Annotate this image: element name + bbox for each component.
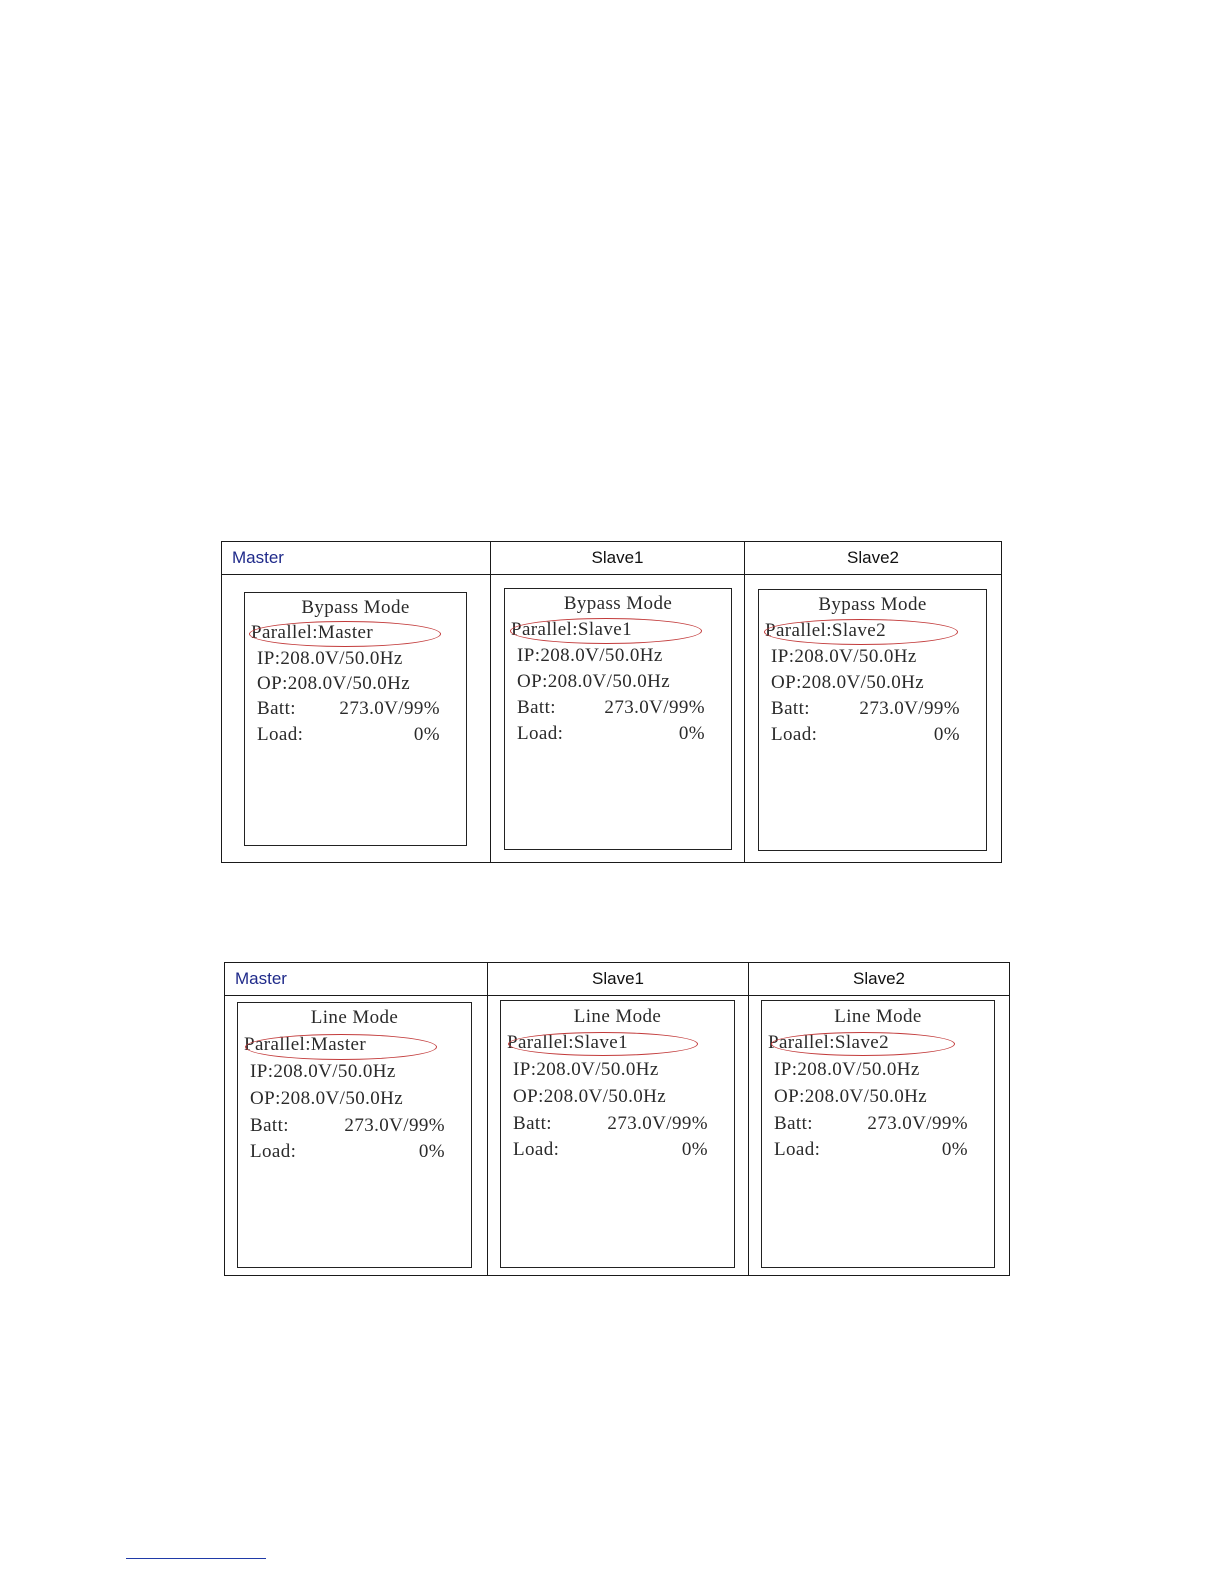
ip-line: IP:208.0V/50.0Hz — [771, 646, 917, 667]
mode-title: Line Mode — [310, 1007, 399, 1028]
parallel-line: Parallel:Slave2 — [765, 620, 887, 641]
parallel-line: Parallel:Slave2 — [768, 1032, 890, 1053]
mode-title: Bypass Mode — [301, 597, 410, 618]
header-slave1: Slave1 — [491, 542, 745, 575]
parallel-line: Parallel:Slave1 — [507, 1032, 629, 1053]
batt-line — [517, 695, 705, 721]
load-label: Load: — [257, 724, 304, 745]
batt-line — [513, 1111, 708, 1137]
parallel-line: Parallel:Master — [251, 622, 374, 643]
cell-slave1 — [488, 996, 749, 1276]
mode-title: Line Mode — [834, 1006, 922, 1027]
ip-line: IP:208.0V/50.0Hz — [250, 1061, 396, 1082]
mode-title: Bypass Mode — [563, 593, 673, 614]
load-line — [257, 722, 440, 748]
table-row — [225, 996, 1010, 1276]
batt-label: Batt: — [257, 698, 296, 719]
header-master: Master — [225, 963, 488, 996]
ip-line: IP:208.0V/50.0Hz — [774, 1059, 920, 1080]
batt-label: Batt: — [771, 698, 810, 719]
op-line: OP:208.0V/50.0Hz — [250, 1088, 404, 1109]
op-line: OP:208.0V/50.0Hz — [771, 672, 925, 693]
header-master: Master — [222, 542, 491, 575]
batt-value: 273.0V/99% — [867, 1113, 968, 1134]
cell-slave1 — [491, 575, 745, 863]
load-value: 0% — [413, 724, 440, 745]
batt-value: 273.0V/99% — [604, 697, 705, 718]
batt-line — [771, 696, 960, 722]
lcd-screen-master — [237, 1002, 472, 1268]
batt-line — [257, 696, 440, 722]
bypass-mode-table — [221, 541, 1002, 863]
op-line: OP:208.0V/50.0Hz — [257, 673, 411, 694]
batt-label: Batt: — [513, 1113, 552, 1134]
ip-line: IP:208.0V/50.0Hz — [513, 1059, 659, 1080]
lcd-screen-slave2 — [758, 589, 987, 851]
load-line — [517, 721, 705, 747]
parallel-line: Parallel:Master — [244, 1034, 367, 1055]
load-label: Load: — [771, 724, 818, 745]
load-value: 0% — [941, 1139, 968, 1160]
table-row — [222, 575, 1002, 863]
ip-line: IP:208.0V/50.0Hz — [517, 645, 663, 666]
lcd-screen-slave1 — [500, 1000, 735, 1268]
ip-line: IP:208.0V/50.0Hz — [257, 648, 403, 669]
cell-slave2 — [745, 575, 1002, 863]
batt-value: 273.0V/99% — [339, 698, 440, 719]
op-line: OP:208.0V/50.0Hz — [513, 1086, 667, 1107]
load-label: Load: — [513, 1139, 560, 1160]
lcd-screen-master — [244, 592, 467, 846]
header-slave1: Slave1 — [488, 963, 749, 996]
mode-title: Bypass Mode — [818, 594, 927, 615]
footnote-rule — [126, 1558, 266, 1559]
batt-value: 273.0V/99% — [344, 1115, 445, 1136]
load-line — [250, 1139, 445, 1165]
batt-value: 273.0V/99% — [607, 1113, 708, 1134]
batt-label: Batt: — [250, 1115, 289, 1136]
table-header-row — [225, 963, 1010, 996]
op-line: OP:208.0V/50.0Hz — [517, 671, 671, 692]
cell-slave2 — [749, 996, 1010, 1276]
batt-line — [250, 1113, 445, 1139]
line-mode-table — [224, 962, 1010, 1276]
load-label: Load: — [517, 723, 564, 744]
batt-label: Batt: — [517, 697, 556, 718]
cell-master — [225, 996, 488, 1276]
load-value: 0% — [678, 723, 705, 744]
table-header-row — [222, 542, 1002, 575]
load-value: 0% — [933, 724, 960, 745]
batt-value: 273.0V/99% — [859, 698, 960, 719]
header-slave2: Slave2 — [749, 963, 1010, 996]
mode-title: Line Mode — [573, 1006, 662, 1027]
load-line — [774, 1137, 968, 1163]
cell-master — [222, 575, 491, 863]
batt-label: Batt: — [774, 1113, 813, 1134]
header-slave2: Slave2 — [745, 542, 1002, 575]
op-line: OP:208.0V/50.0Hz — [774, 1086, 928, 1107]
load-label: Load: — [774, 1139, 821, 1160]
load-label: Load: — [250, 1141, 297, 1162]
lcd-screen-slave2 — [761, 1000, 995, 1268]
batt-line — [774, 1111, 968, 1137]
load-line — [771, 722, 960, 748]
parallel-line: Parallel:Slave1 — [511, 619, 633, 640]
lcd-screen-slave1 — [504, 588, 732, 850]
load-value: 0% — [681, 1139, 708, 1160]
load-line — [513, 1137, 708, 1163]
load-value: 0% — [418, 1141, 445, 1162]
